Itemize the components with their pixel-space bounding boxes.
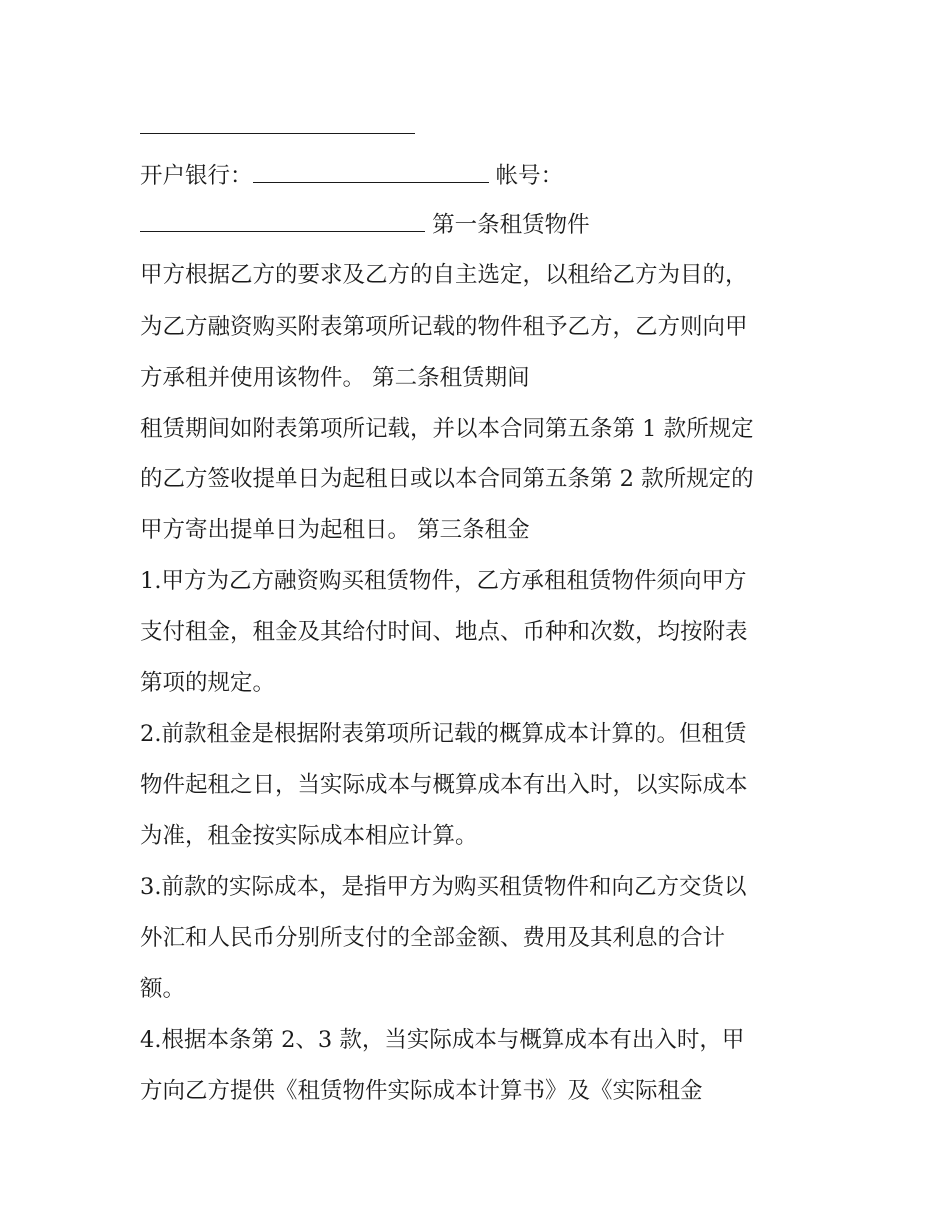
article1-line-3-text: 方承租并使用该物件。 [140,365,366,391]
article2-line-1: 租赁期间如附表第项所记载，并以本合同第五条第 1 款所规定 [140,416,754,442]
clause4-line-1: 4.根据本条第 2、3 款，当实际成本与概算成本有出入时，甲 [140,1027,745,1053]
article2-line-3 [140,515,530,545]
bank-label: 开户银行： [140,163,253,189]
account-label: 帐号： [495,163,564,189]
article1-line-2: 为乙方融资购买附表第项所记载的物件租予乙方，乙方则向甲 [140,314,748,340]
clause3-line-3: 额。 [140,976,186,1002]
blank-line-top [140,133,415,134]
clause1-line-2: 支付租金，租金及其给付时间、地点、币种和次数，均按附表 [140,619,748,645]
clause3-line-2: 外汇和人民币分别所支付的全部金额、费用及其利息的合计 [140,925,726,951]
clause4-line-2: 方向乙方提供《租赁物件实际成本计算书》及《实际租金 [140,1078,703,1104]
article1-line-3 [140,363,530,393]
clause2-line-1: 2.前款租金是根据附表第项所记载的概算成本计算的。但租赁 [140,721,747,747]
article2-line-2: 的乙方签收提单日为起租日或以本合同第五条第 2 款所规定的 [140,466,754,492]
account-blank [140,209,425,232]
article1-line-1: 甲方根据乙方的要求及乙方的自主选定，以租给乙方为目的， [140,262,748,288]
clause3-line-1: 3.前款的实际成本，是指甲方为购买租赁物件和向乙方交货以 [140,874,747,900]
bank-blank [253,160,489,183]
article1-title: 第一条租赁物件 [432,212,590,238]
article2-line-3-text: 甲方寄出提单日为起租日。 [140,517,411,543]
article2-title: 第二条租赁期间 [372,365,530,391]
bank-account-line [140,160,563,190]
article3-title: 第三条租金 [417,517,530,543]
clause2-line-3: 为准，租金按实际成本相应计算。 [140,823,478,849]
article1-title-line [140,209,590,239]
clause2-line-2: 物件起租之日，当实际成本与概算成本有出入时，以实际成本 [140,772,748,798]
clause1-line-3: 第项的规定。 [140,670,276,696]
clause1-line-1: 1.甲方为乙方融资购买租赁物件，乙方承租租赁物件须向甲方 [140,568,747,594]
